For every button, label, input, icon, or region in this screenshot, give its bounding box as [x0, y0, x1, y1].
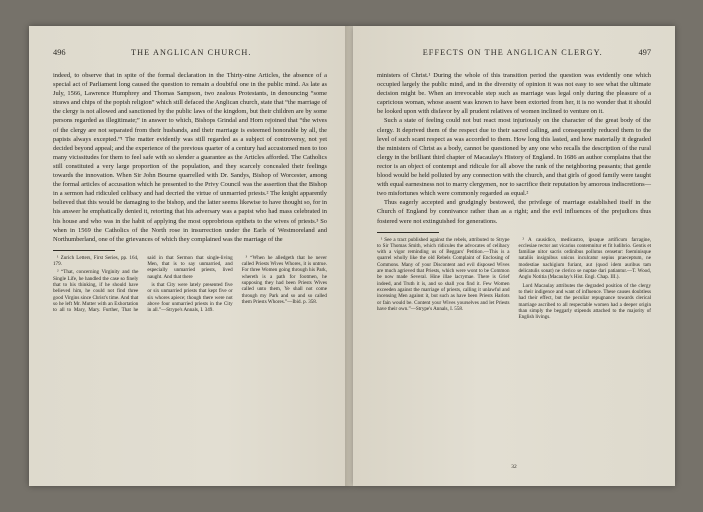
signature-mark: 32	[511, 464, 517, 470]
body-text-left	[53, 71, 327, 244]
footnote: ³ “When he alledgeth that he never called Priests Wives Whores, it is untrue. For three Women going through his Park, whereth is a path for footmen, he supposing they had been Priests Wives called unto them, Ye shall not come through my Park and so and so called them Priests Whores.”—Ibid. p. 358.	[241, 254, 327, 305]
page-left-content	[53, 48, 327, 472]
body-text-right	[377, 71, 651, 226]
running-head-right	[377, 48, 651, 62]
footnote: ² A causidico, medicastro, ipsaque artificum farragine, ecclesiae rector aut vicarius contemnitur et fit ludibrio. Gentis et familiae nitor sacris ordinibus pollutus censetur: foeminisque nataliis insignibus unicus inculcatur sepius praeceptum, ne modestiae nachigium furiant, aut (quod idem auribus tam delicatulis sonat) ne clerico se nuptae dari patiantur.—T. Wood, Anglo Notitia (Macaulay's Hist. Engl. Chap. III.).	[518, 236, 651, 281]
footnote: ¹ Zurich Letters, First Series, pp. 164, 179.	[53, 254, 139, 268]
paragraph: ministers of Christ.¹ During the whole of this transition period the question was evidently one which occupied largely the public mind, and in the diversity of opinion it was not easy to see what the ultimate decision might be. When an irrevocable step such as marriage was legal only during the pleasure of a capricious woman, whose assent was known to have been extorted from her, it is no wonder that it should be looked upon with disfavor by all prudent relatives of women inclined to venture on it.	[377, 72, 651, 116]
footnote: Lord Macaulay attributes the degraded position of the clergy to their indigence and want of influence. These causes doubtless had their effect, but the peculiar repugnance towards clerical marriage ascribed to all respectable women had a deeper origin than simply the beggarly stipends attached to the majority of English livings.	[518, 282, 651, 321]
paragraph: Such a state of feeling could not but react most injuriously on the character of the great body of the clergy. It deprived them of the respect due to their sacred calling, and consequently reduced them to the level of such scant respect as was accorded to them. How long this lasted, and how materially it degraded the ministers of Christ as a body, cannot be questioned by any one who recalls the description of the rural clergy in the brilliant third chapter of Macaulay's History of England. In 1686 an author complains that the rector is an object of contempt and ridicule for all above the rank of the neighboring peasants; that gentle blood would be held polluted by any connection with the church, and that girls of good family were taught with equal earnestness not to marry clergymen, nor to sacrifice their reputation by amorous indiscretions—two misfortunes which were commonly regarded as equal.²	[377, 117, 651, 198]
running-head-left	[53, 48, 327, 62]
folio-right: 497	[638, 48, 651, 57]
footnote: is that City were lately presented five or six unmarried priests that kept five or six whores apiece; though there were not above four unmarried priests in the City in all.”—Strype's Annals, I. 349.	[147, 281, 233, 314]
running-title-right: EFFECTS ON THE ANGLICAN CLERGY.	[422, 48, 603, 57]
paragraph: indeed, to observe that in spite of the formal declaration in the Thirty-nine Articles, the absence of a special act of Parliament long caused the question to remain a doubtful one in the public mind. As late as July, 1566, Lawrence Humphrey and Thomas Sampson, two zealous Protestants, in denouncing “some straws and chips of the popish religion” which still defaced the Anglican church, state that “the marriage of the clergy is not allowed and sanctioned by the public laws of the kingdom, but their children are by some persons regarded as illegitimate;” in answer to which, Bishops Grindal and Horn rejoined that “the wives of the clergy are not separated from their husbands, and their marriage is esteemed honorable by all, the papists always excepted.”¹ The matter evidently was still regarded as a subject of controversy, not yet decided beyond appeal; and the experience of the previous quarter of a century had accustomed men to too many vicissitudes for them to feel safe with so slender a guarantee as the Articles afforded. The Catholics still constituted a very large proportion of the population, and they scarcely concealed their feelings towards the innovation. When Sir John Bourne quarrelled with Dr. Sandys, Bishop of Worcester, among the formal articles of accusation which he presented to the Privy Council was the assertion that the Bishop in a sermon had ridiculed celibacy and had decried the virtue of unmarried priests.² The knight apparently believed that this would be damaging to the bishop, and the latter seems likewise to have thought so, for in his answer he emphatically denied it, retorting that his adversary was a papist who had mass celebrated in his house and who was in the habit of applying the most opprobrious epithets to the wives of priests.³ So when in 1569 the Catholics of the North rose in insurrection under the Earls of Westmoreland and Northumberland, one of the grievances of which they complained was the marriage of the	[53, 72, 327, 243]
footnotes-left	[53, 255, 327, 314]
footnote-rule-right	[377, 232, 439, 233]
footnote: ² “That, concerning Virginity and the Single Life, he handled the case so finely that to his thinking, if he should have believed him, he could not find three good Virgins since Christ's time. And that so he left Mr. Mutter with an Exhortation to all to Mary, Mary. Further, That he said in that Sermon that single-living Men, that is to say unmarried, and especially unmarried priests, lived naught. And that there	[53, 254, 233, 314]
folio-left: 496	[53, 48, 66, 57]
footnote-rule-left	[53, 250, 115, 251]
page-right-content	[377, 48, 651, 472]
footnotes-right	[377, 237, 651, 321]
page-right	[353, 26, 675, 486]
page-left	[29, 26, 351, 486]
running-title-left: THE ANGLICAN CHURCH.	[131, 48, 252, 57]
paragraph: Thus eagerly accepted and grudgingly bestowed, the privilege of marriage established itself in the Church of England by connivance rather than as a right; and the evil influences of the prejudices thus fostered were not extinguished for generations.	[377, 199, 651, 225]
footnote: ¹ See a tract published against the rebels, attributed to Strype to Sir Thomas Smith, which ridicules the advocates of celibacy with a vigor reminding us of Beggars' Petition.—This is a quarrel wholly like the old Rebels Complaint of Enclosing of Commons. Many of your Discontent and evil disposed Wives are much agrieved that Priests, which were wont to be Common be now made Several. Hine illae lacrymae. There is Grief indeed, and Truth it is, and so shall you find it. Few Women exceeden against the marriage of priests, calling it unlawful and incensing Men against it, but such as have been Priests Harlots or fain would be. Content your Wives yourselves and let Priests have their own.”—Strype's Annals, I. 558.	[377, 236, 510, 312]
